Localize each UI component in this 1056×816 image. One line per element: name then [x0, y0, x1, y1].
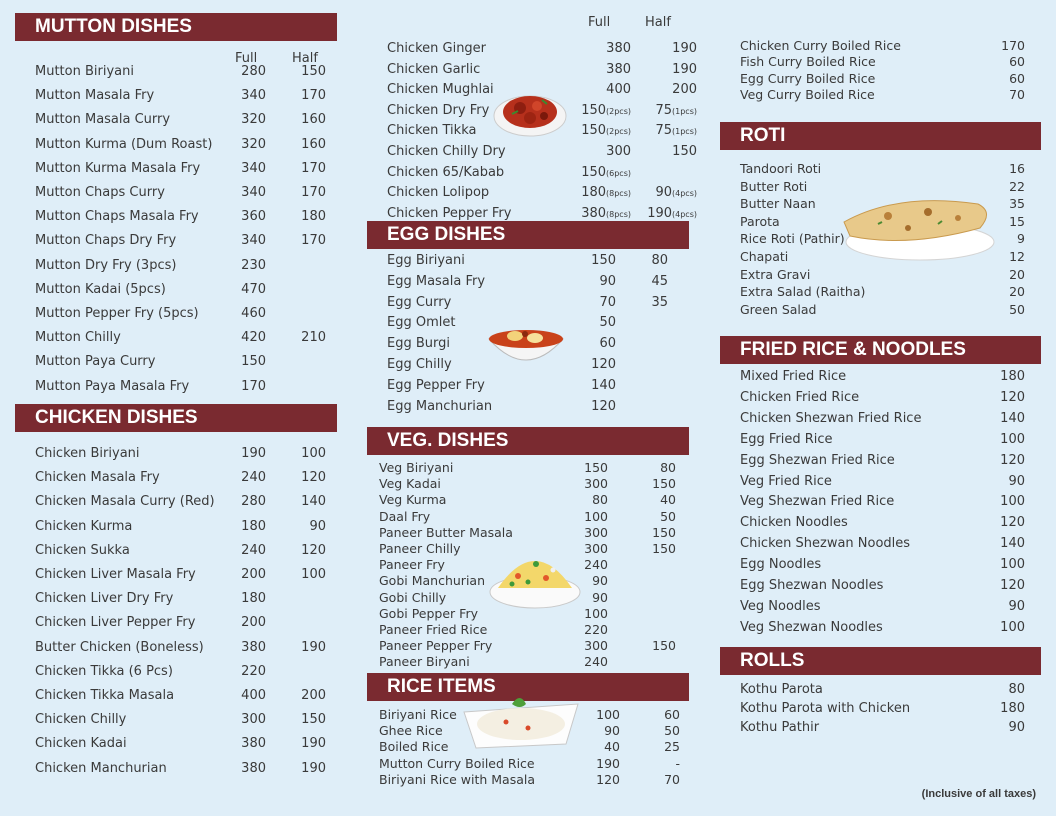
item-name: Veg Fried Rice — [740, 473, 832, 489]
chicken2-full-head: Full — [588, 15, 611, 30]
item-name: Mutton Chaps Masala Fry — [35, 209, 199, 225]
item-half-price: 190 — [301, 760, 326, 776]
item-name: Mutton Pepper Fry (5pcs) — [35, 306, 199, 321]
item-half-price: 45 — [651, 273, 668, 289]
item-half-price: - — [675, 755, 680, 771]
item-full-price: 240 — [584, 557, 608, 573]
item-name: Chicken Garlic — [387, 61, 481, 77]
item-name: Chicken Noodles — [740, 515, 848, 531]
boiled-rice-list — [740, 38, 1025, 108]
item-name: Mutton Kurma Masala Fry — [35, 160, 201, 176]
item-half-price: 25 — [664, 739, 680, 755]
item-half-price: 60 — [664, 707, 680, 722]
item-name: Tandoori Roti — [740, 161, 822, 176]
item-half-price: 80 — [651, 253, 668, 268]
item-name: Mutton Biriyani — [35, 64, 134, 79]
item-price: 100 — [1000, 619, 1025, 635]
item-name: Chicken Masala Curry (Red) — [35, 494, 215, 510]
tax-note: (Inclusive of all taxes) — [921, 788, 1036, 800]
item-price: 15 — [1009, 213, 1025, 229]
item-name: Butter Chicken (Boneless) — [35, 639, 204, 655]
rice-image — [458, 690, 584, 752]
item-half-price: 150 — [672, 144, 697, 159]
item-name: Chicken Fried Rice — [740, 389, 860, 405]
item-full-price: 420 — [241, 330, 266, 346]
item-half-price: 190 — [301, 736, 326, 752]
item-full-price: 60 — [599, 336, 616, 352]
item-name: Chicken Liver Masala Fry — [35, 567, 196, 582]
item-full-price: 240 — [241, 542, 266, 558]
item-half-price: 170 — [301, 233, 326, 249]
item-name: Egg Pepper Fry — [387, 377, 485, 393]
item-price: 100 — [1000, 431, 1025, 447]
item-half-price: 210 — [301, 330, 326, 346]
item-half-price: 50 — [660, 508, 676, 524]
item-name: Biriyani Rice with Masala — [379, 771, 536, 787]
item-name: Mutton Kadai (5pcs) — [35, 281, 166, 297]
item-full-price: 150 — [591, 253, 616, 268]
fried-header: FRIED RICE & NOODLES — [720, 336, 1041, 364]
fried-rice-list — [740, 369, 1025, 644]
item-full-price: 470 — [241, 281, 266, 297]
item-full-price: 190 — [241, 446, 266, 461]
item-price: 9 — [1017, 231, 1025, 247]
rolls-list — [740, 682, 1025, 742]
item-half-price: 160 — [301, 136, 326, 152]
item-half-price: 190 — [672, 61, 697, 77]
item-full-price: 90 — [592, 589, 608, 605]
item-name: Egg Burgi — [387, 336, 450, 352]
item-full-price: 170 — [241, 378, 266, 394]
item-name: Veg Shezwan Fried Rice — [740, 494, 895, 510]
item-full-price: 300 — [606, 144, 631, 159]
item-price: 90 — [1008, 720, 1025, 735]
item-name: Egg Curry Boiled Rice — [740, 70, 876, 86]
egg-curry-image — [485, 325, 567, 373]
item-full-price: 380 — [241, 639, 266, 655]
item-half-price: 170 — [301, 185, 326, 200]
item-price: 70 — [1009, 86, 1025, 102]
item-half-price: 90(4pcs) — [655, 185, 697, 201]
item-name: Chicken Tikka Masala — [35, 688, 175, 703]
rolls-header: ROLLS — [720, 647, 1041, 675]
item-price: 12 — [1009, 249, 1025, 264]
chicken-dry-fry-image — [492, 86, 568, 138]
item-full-price: 340 — [241, 185, 266, 200]
item-name: Chicken Manchurian — [35, 760, 167, 776]
item-name: Chicken Tikka (6 Pcs) — [35, 663, 173, 679]
item-full-price: 460 — [241, 306, 266, 321]
item-name: Chicken Sukka — [35, 542, 130, 558]
item-half-price: 150 — [652, 541, 676, 556]
item-full-price: 340 — [241, 160, 266, 176]
item-name: Chicken Biriyani — [35, 446, 140, 461]
item-full-price: 220 — [241, 663, 266, 679]
item-name: Ghee Rice — [379, 723, 443, 739]
item-name: Gobi Manchurian — [379, 573, 485, 589]
item-name: Gobi Pepper Fry — [379, 605, 478, 621]
veg-biriyani-image — [488, 540, 582, 612]
item-full-price: 120 — [596, 771, 620, 787]
item-price: 120 — [1000, 515, 1025, 531]
item-half-price: 200 — [672, 82, 697, 98]
roti-header: ROTI — [720, 122, 1041, 150]
item-full-price: 300 — [584, 524, 608, 540]
item-name: Chicken Curry Boiled Rice — [740, 38, 901, 53]
item-full-price: 230 — [241, 257, 266, 273]
item-half-price: 75(1pcs) — [655, 123, 697, 139]
chicken-list — [35, 446, 330, 786]
item-name: Rice Roti (Pathir) — [740, 231, 845, 247]
item-name: Chicken Kurma — [35, 518, 133, 534]
item-name: Mutton Masala Curry — [35, 112, 171, 128]
item-full-price: 180 — [241, 591, 266, 607]
item-name: Butter Roti — [740, 178, 808, 194]
item-full-price: 150(2pcs) — [581, 102, 631, 118]
item-name: Chicken Chilly Dry — [387, 144, 506, 159]
item-full-price: 50 — [599, 315, 616, 331]
item-full-price: 280 — [241, 64, 266, 79]
item-full-price: 90 — [592, 573, 608, 589]
item-full-price: 380(8pcs) — [581, 205, 631, 221]
item-name: Chicken Lolipop — [387, 185, 490, 201]
item-price: 80 — [1008, 682, 1025, 697]
rice-header: RICE ITEMS — [367, 673, 689, 701]
item-name: Butter Naan — [740, 196, 816, 212]
item-price: 22 — [1009, 178, 1025, 194]
item-half-price: 35 — [651, 294, 668, 310]
item-name: Mixed Fried Rice — [740, 369, 847, 384]
item-full-price: 190 — [596, 755, 620, 771]
item-half-price: 150 — [652, 524, 676, 540]
item-half-price: 120 — [301, 470, 326, 486]
item-name: Chicken Pepper Fry — [387, 205, 512, 221]
item-half-price: 120 — [301, 542, 326, 558]
item-name: Egg Omlet — [387, 315, 456, 331]
item-name: Chicken Kadai — [35, 736, 127, 752]
item-full-price: 100 — [584, 605, 608, 621]
item-full-price: 80 — [592, 492, 608, 508]
item-name: Mutton Dry Fry (3pcs) — [35, 257, 177, 273]
item-full-price: 320 — [241, 112, 266, 128]
item-name: Chicken Shezwan Noodles — [740, 536, 911, 552]
mutton-header: MUTTON DISHES — [15, 13, 337, 41]
item-full-price: 90 — [604, 723, 620, 739]
item-half-price: 150 — [301, 712, 326, 728]
item-half-price: 190(4pcs) — [647, 205, 697, 221]
item-price: 120 — [1000, 578, 1025, 593]
item-name: Paneer Chilly — [379, 541, 461, 556]
item-name: Chicken Chilly — [35, 712, 127, 728]
item-name: Chicken Liver Dry Fry — [35, 591, 174, 607]
item-name: Kothu Parota with Chicken — [740, 701, 911, 716]
item-name: Egg Biriyani — [387, 253, 465, 268]
item-full-price: 360 — [241, 209, 266, 225]
item-name: Veg Curry Boiled Rice — [740, 86, 875, 102]
item-price: 180 — [1000, 369, 1025, 384]
item-half-price: 40 — [660, 492, 676, 508]
item-half-price: 100 — [301, 567, 326, 582]
item-name: Chicken Liver Pepper Fry — [35, 615, 196, 631]
item-half-price: 190 — [672, 41, 697, 56]
item-price: 120 — [1000, 452, 1025, 468]
item-name: Mutton Curry Boiled Rice — [379, 755, 535, 771]
item-price: 20 — [1009, 266, 1025, 282]
item-full-price: 40 — [604, 739, 620, 755]
item-price: 120 — [1000, 389, 1025, 405]
item-name: Paneer Fry — [379, 557, 445, 573]
item-full-price: 150 — [241, 354, 266, 370]
item-name: Egg Fried Rice — [740, 431, 833, 447]
item-half-price: 170 — [301, 160, 326, 176]
item-full-price: 300 — [241, 712, 266, 728]
item-name: Chicken Tikka — [387, 123, 477, 139]
item-name: Veg Shezwan Noodles — [740, 619, 883, 635]
item-name: Egg Manchurian — [387, 398, 493, 414]
item-name: Veg Biriyani — [379, 460, 454, 475]
item-full-price: 340 — [241, 233, 266, 249]
item-price: 100 — [1000, 557, 1025, 573]
naan-image — [838, 192, 998, 264]
mutton-list — [35, 64, 330, 404]
item-full-price: 180(8pcs) — [581, 185, 631, 201]
item-full-price: 200 — [241, 615, 266, 631]
item-name: Chicken Ginger — [387, 41, 487, 56]
item-price: 140 — [1000, 536, 1025, 552]
item-half-price: 75(1pcs) — [655, 102, 697, 118]
item-name: Paneer Butter Masala — [379, 524, 513, 540]
item-name: Egg Masala Fry — [387, 273, 486, 289]
item-name: Mutton Chaps Dry Fry — [35, 233, 177, 249]
item-name: Gobi Chilly — [379, 589, 447, 605]
item-full-price: 120 — [591, 357, 616, 372]
item-full-price: 400 — [241, 688, 266, 703]
item-full-price: 380 — [241, 736, 266, 752]
item-price: 20 — [1009, 284, 1025, 300]
item-half-price: 90 — [309, 518, 326, 534]
item-full-price: 100 — [584, 508, 608, 524]
item-full-price: 140 — [591, 377, 616, 393]
item-half-price: 50 — [664, 723, 680, 739]
item-price: 170 — [1001, 38, 1025, 53]
item-name: Paneer Pepper Fry — [379, 638, 493, 654]
item-name: Kothu Pathir — [740, 720, 820, 735]
item-half-price: 170 — [301, 88, 326, 104]
item-name: Chapati — [740, 249, 789, 264]
item-half-price: 190 — [301, 639, 326, 655]
mutton-half-head: Half — [292, 51, 318, 66]
item-full-price: 100 — [596, 707, 620, 722]
item-half-price: 80 — [660, 460, 676, 475]
item-half-price: 180 — [301, 209, 326, 225]
item-price: 50 — [1009, 301, 1025, 317]
item-price: 90 — [1008, 598, 1025, 614]
item-name: Chicken Shezwan Fried Rice — [740, 410, 922, 426]
item-half-price: 150 — [301, 64, 326, 79]
item-half-price: 140 — [301, 494, 326, 510]
item-price: 16 — [1009, 161, 1025, 176]
item-full-price: 300 — [584, 541, 608, 556]
item-name: Chicken Mughlai — [387, 82, 494, 98]
item-half-price: 70 — [664, 771, 680, 787]
item-name: Paneer Biryani — [379, 654, 470, 670]
item-price: 100 — [1000, 494, 1025, 510]
item-full-price: 150(6pcs) — [581, 164, 631, 180]
item-price: 60 — [1009, 70, 1025, 86]
item-full-price: 240 — [584, 654, 608, 670]
item-full-price: 200 — [241, 567, 266, 582]
item-name: Veg Kadai — [379, 476, 441, 492]
item-name: Mutton Paya Curry — [35, 354, 156, 370]
item-name: Green Salad — [740, 301, 817, 317]
item-price: 60 — [1009, 54, 1025, 70]
item-name: Parota — [740, 213, 780, 229]
item-full-price: 300 — [584, 476, 608, 492]
item-name: Fish Curry Boiled Rice — [740, 54, 876, 70]
item-full-price: 70 — [599, 294, 616, 310]
item-full-price: 300 — [584, 638, 608, 654]
item-name: Mutton Chaps Curry — [35, 185, 165, 200]
item-full-price: 180 — [241, 518, 266, 534]
item-name: Chicken Dry Fry — [387, 102, 490, 118]
item-full-price: 120 — [591, 398, 616, 414]
item-full-price: 380 — [606, 41, 631, 56]
item-price: 90 — [1008, 473, 1025, 489]
item-name: Chicken Masala Fry — [35, 470, 160, 486]
item-price: 180 — [1000, 701, 1025, 716]
item-half-price: 150 — [652, 476, 676, 492]
item-name: Egg Chilly — [387, 357, 452, 372]
item-full-price: 400 — [606, 82, 631, 98]
item-full-price: 150(2pcs) — [581, 123, 631, 139]
item-name: Kothu Parota — [740, 682, 823, 697]
item-name: Extra Gravi — [740, 266, 811, 282]
item-name: Veg Kurma — [379, 492, 447, 508]
item-full-price: 220 — [584, 622, 608, 637]
item-name: Extra Salad (Raitha) — [740, 284, 866, 300]
item-name: Egg Curry — [387, 294, 452, 310]
item-name: Chicken 65/Kabab — [387, 164, 505, 180]
chicken-header: CHICKEN DISHES — [15, 404, 337, 432]
mutton-full-head: Full — [235, 51, 258, 66]
item-full-price: 320 — [241, 136, 266, 152]
item-name: Paneer Fried Rice — [379, 622, 488, 637]
item-name: Biriyani Rice — [379, 707, 457, 722]
item-full-price: 380 — [241, 760, 266, 776]
item-full-price: 240 — [241, 470, 266, 486]
egg-header: EGG DISHES — [367, 221, 689, 249]
item-half-price: 150 — [652, 638, 676, 654]
veg-header: VEG. DISHES — [367, 427, 689, 455]
item-name: Veg Noodles — [740, 598, 821, 614]
item-name: Egg Shezwan Noodles — [740, 578, 884, 593]
item-name: Mutton Kurma (Dum Roast) — [35, 136, 213, 152]
item-full-price: 280 — [241, 494, 266, 510]
item-full-price: 380 — [606, 61, 631, 77]
item-name: Mutton Paya Masala Fry — [35, 378, 190, 394]
item-full-price: 150 — [584, 460, 608, 475]
item-half-price: 100 — [301, 446, 326, 461]
chicken2-half-head: Half — [645, 15, 671, 30]
item-name: Daal Fry — [379, 508, 431, 524]
item-full-price: 90 — [599, 273, 616, 289]
item-name: Boiled Rice — [379, 739, 449, 755]
item-name: Egg Shezwan Fried Rice — [740, 452, 895, 468]
item-name: Egg Noodles — [740, 557, 822, 573]
item-name: Mutton Masala Fry — [35, 88, 155, 104]
item-half-price: 200 — [301, 688, 326, 703]
item-half-price: 160 — [301, 112, 326, 128]
item-name: Mutton Chilly — [35, 330, 121, 346]
item-price: 140 — [1000, 410, 1025, 426]
item-full-price: 340 — [241, 88, 266, 104]
item-price: 35 — [1009, 196, 1025, 212]
